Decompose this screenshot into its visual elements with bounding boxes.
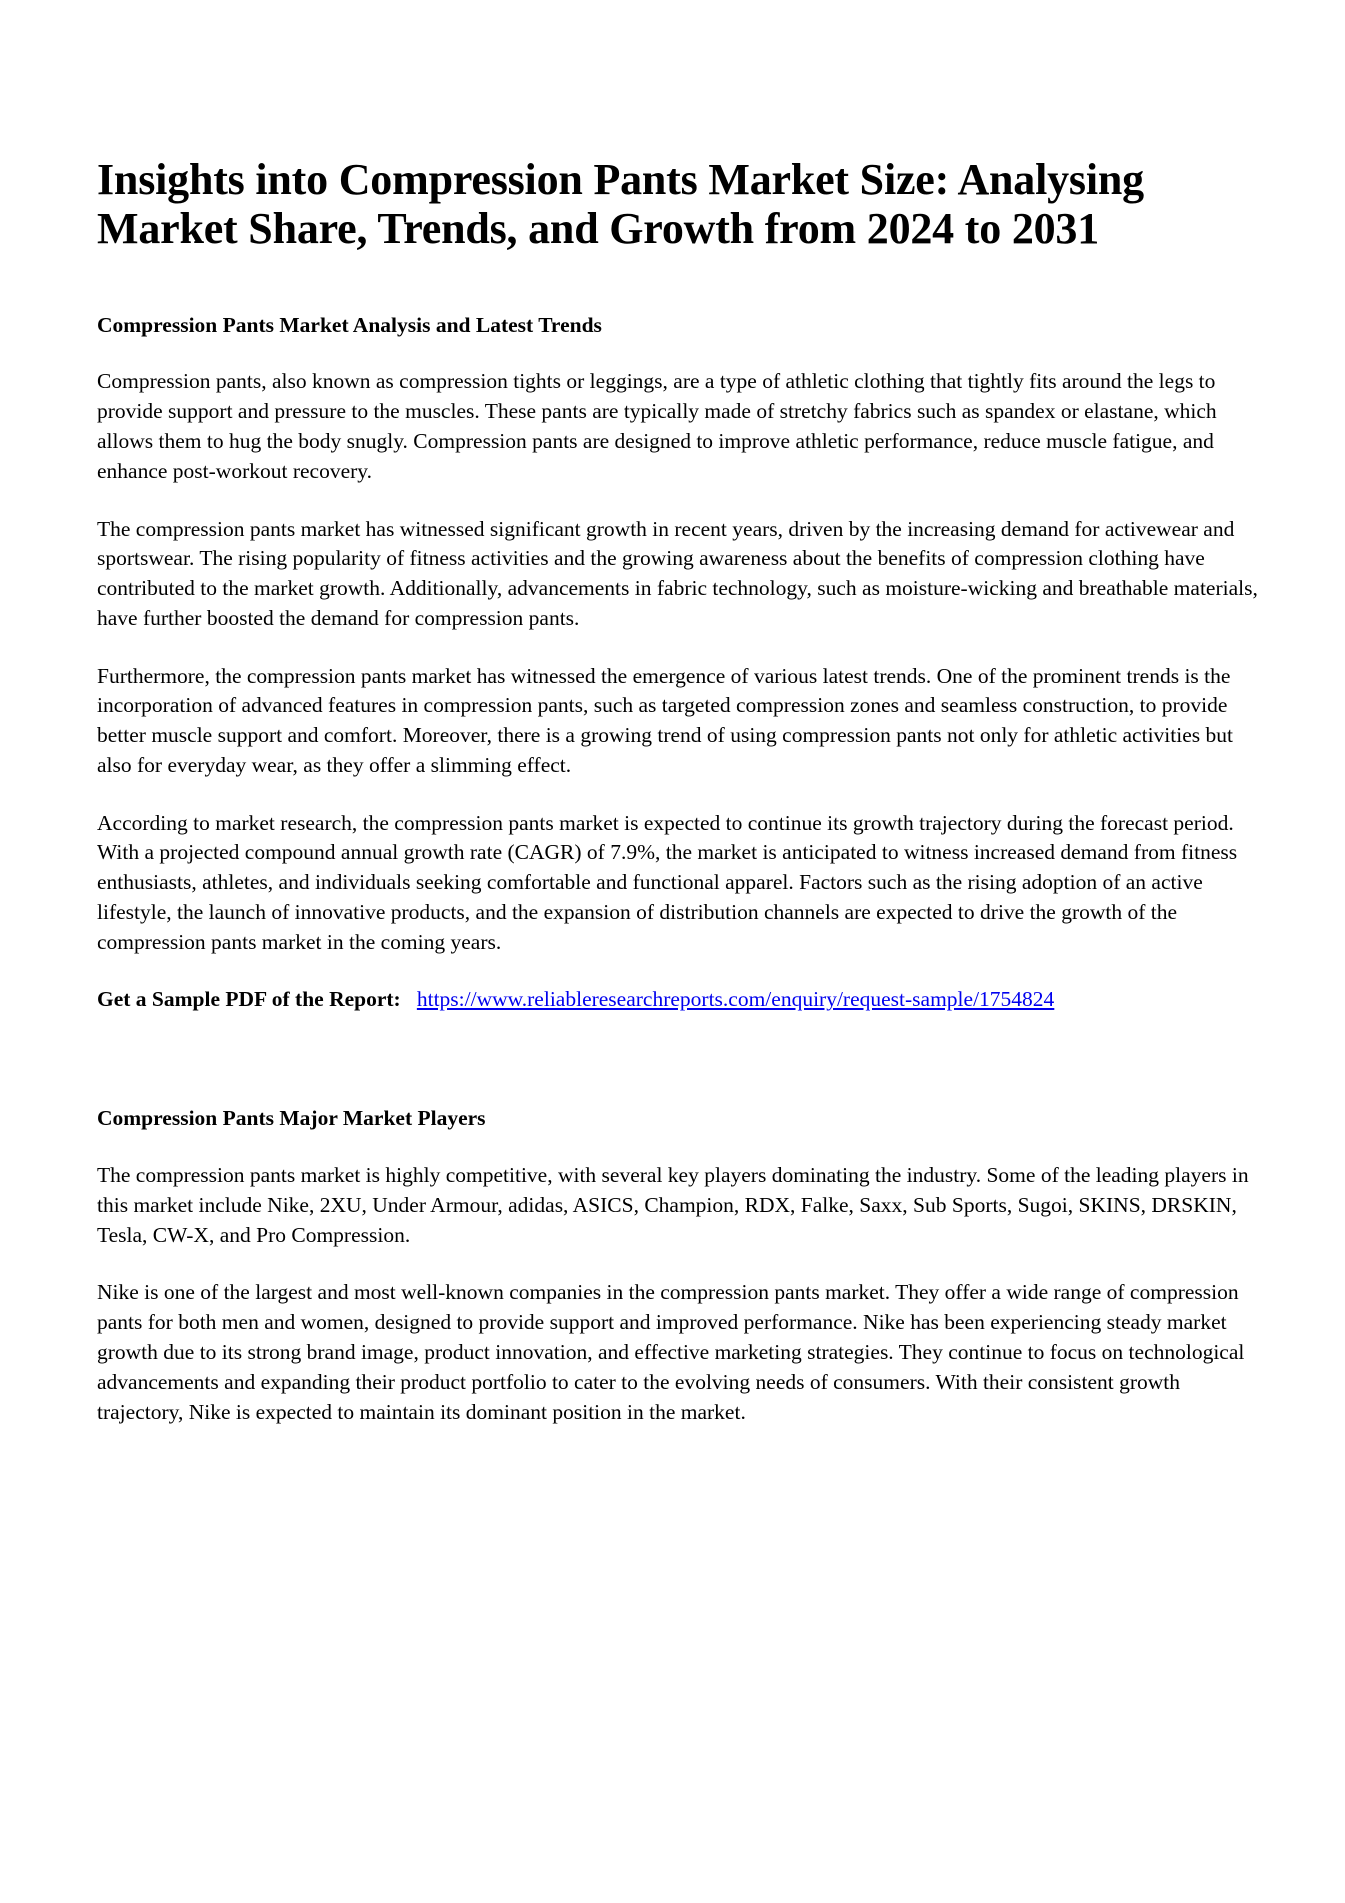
page-title: Insights into Compression Pants Market Size: Analysing Market Share, Trends, and Growth from 2024 to 2031 [97,155,1144,254]
sample-pdf-link[interactable]: https://www.reliableresearchreports.com/enquiry/request-sample/1754824 [416,987,1055,1012]
paragraph-market-growth-drivers: The compression pants market has witnessed significant growth in recent years, driven by the increasing demand for activewear and sportswear. The rising popularity of fitness activities and the growing awareness about the benefits of compression clothing have contributed to the market growth. Additionally, advancements in fabric technology, such as moisture-wicking and breathable materials, have further boosted the demand for compression pants. [97,516,1258,630]
paragraph-latest-trends: Furthermore, the compression pants market has witnessed the emergence of various latest trends. One of the prominent trends is the incorporation of advanced features in compression pants, such as targeted compression zones and seamless construction, to provide better muscle support and comfort. Moreover, there is a growing trend of using compression pants not only for athletic activities but also for everyday wear, as they offer a slimming effect. [97,663,1233,777]
section-heading-market-analysis: Compression Pants Market Analysis and Latest Trends [97,312,602,337]
section-spacer [97,1043,1265,1105]
sample-pdf-label: Get a Sample PDF of the Report: [97,987,401,1012]
paragraph-market-research-forecast: According to market research, the compression pants market is expected to continue its growth trajectory during the forecast period. With a projected compound annual growth rate (CAGR) of 7.9%, the market is anticipated to witness increased demand from fitness enthusiasts, athletes, and individuals seeking comfortable and functional apparel. Factors such as the rising adoption of an active lifestyle, the launch of innovative products, and the expansion of distribution channels are expected to drive the growth of the compression pants market in the coming years. [97,810,1238,954]
paragraph-compression-pants-definition: Compression pants, also known as compression tights or leggings, are a type of athletic clothing that tightly fits around the legs to provide support and pressure to the muscles. These pants are typically made of stretchy fabrics such as spandex or elastane, which allows them to hug the body snugly. Compression pants are designed to improve athletic performance, reduce muscle fatigue, and enhance post-workout recovery. [97,369,1217,483]
section-heading-major-market-players: Compression Pants Major Market Players [97,1106,486,1131]
sample-pdf-link-block [97,985,1265,1015]
paragraph-nike-profile: Nike is one of the largest and most well-known companies in the compression pants market. They offer a wide range of compression pants for both men and women, designed to provide support and improved performance. Nike has been experiencing steady market growth due to its strong brand image, product innovation, and effective marketing strategies. They continue to focus on technological advancements and expanding their product portfolio to cater to the evolving needs of consumers. With their consistent growth trajectory, Nike is expected to maintain its dominant position in the market. [97,1280,1245,1424]
paragraph-key-players-list: The compression pants market is highly competitive, with several key players dominating the industry. Some of the leading players in this market include Nike, 2XU, Under Armour, adidas, ASICS, Champion, RDX, Falke, Saxx, Sub Sports, Sugoi, SKINS, DRSKIN, Tesla, CW-X, and Pro Compression. [97,1163,1249,1247]
